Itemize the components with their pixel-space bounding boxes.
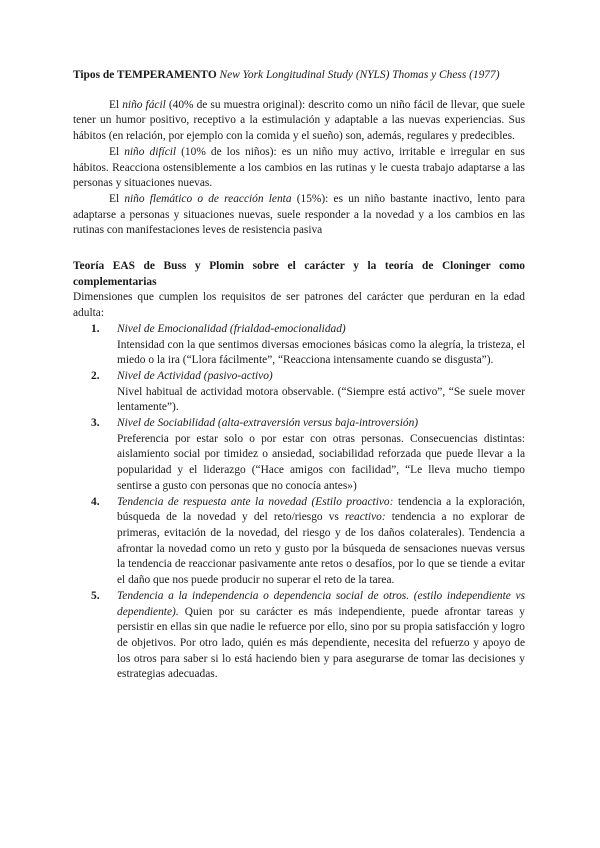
list-item (91, 589, 525, 683)
temperament-title: Tipos de TEMPERAMENTO (73, 69, 217, 81)
list-item-body: tendencia a la exploración, búsqueda de la novedad y del reto/riesgo vs (117, 495, 526, 524)
list-item-heading: Nivel de Actividad (pasivo-activo) (117, 369, 273, 382)
list-item-heading: Nivel de Emocionalidad (frialdad-emocionalidad) (117, 322, 346, 335)
paragraph-easy-child (73, 98, 525, 145)
paragraph-body: (15%): es un niño bastante inactivo, lento para adaptarse a personas y situaciones nuevas, suele responder a la novedad y a los cambios en las rutinas con manifestaciones leves de resistencia pasiva (73, 192, 525, 237)
term-easy-child: niño fácil (122, 98, 166, 111)
list-item-heading: Tendencia de respuesta ante la novedad (Estilo proactivo: (117, 495, 394, 508)
list-item (91, 416, 525, 495)
list-number: 3. (91, 417, 100, 430)
list-item-heading: Nivel de Sociabilidad (alta-extraversión versus baja-introversión) (117, 417, 419, 430)
paragraph-body: (10% de los niños): es un niño muy activo, irritable e irregular en sus hábitos. Reacciona ostensiblemente a los cambios en las rutinas y le cuesta trabajo adaptarse a las personas y situaciones nuevas. (73, 145, 525, 190)
term-difficult-child: niño difícil (124, 145, 177, 158)
list-item (91, 495, 526, 589)
list-item-term: reactivo: (344, 511, 386, 524)
list-number: 5. (91, 589, 100, 602)
list-item-body: Nivel habitual de actividad motora observable. (“Siempre está activo”, “Se suele mover lentamente”). (117, 385, 525, 414)
list-item-body: Preferencia por estar solo o por estar con otras personas. Consecuencias distintas: aislamiento social por timidez o ansiedad, sociabilidad reforzada que puede llevar a la popularidad y el liderazgo (“Hace amigos con facilidad”, “Le lleva mucho tiempo sentirse a gusto con personas que no conocía antes») (117, 432, 525, 492)
list-item-body: tendencia a no explorar de primeras, evitación de la novedad, del riesgo y de los daños colaterales). Tendencia a afrontar la novedad como un reto y gusto por la búsqueda de sensaciones nuevas versus la tendencia de reaccionar pasivamente ante retos o desafíos, por lo que se tiende a evitar el daño que nos puede producir no superar el reto de la tarea. (117, 511, 525, 587)
list-item-heading: Tendencia a la independencia o dependencia social de otros. (estilo independiente vs dependiente). (117, 589, 525, 618)
paragraph-prefix: El (109, 145, 125, 158)
paragraph-difficult-child (73, 145, 525, 192)
eas-theory-heading: Teoría EAS de Buss y Plomin sobre el carácter y la teoría de Cloninger como complementarias (73, 260, 525, 288)
list-item (91, 322, 525, 369)
paragraph-body: (40% de su muestra original): descrito como un niño fácil de llevar, que suele tener un humor positivo, receptivo a la estimulación y adaptable a las nuevas experiencias. Sus hábitos (en relación, por ejemplo con la comida y el sueño) son, además, regulares y predecibles. (73, 98, 525, 143)
list-item-body: Intensidad con la que sentimos diversas emociones básicas como la alegría, la tristeza, el miedo o la ira (“Llora fácilmente”, “Reacciona intensamente cuando se disgusta”). (117, 338, 525, 367)
dimensions-list (73, 322, 525, 683)
temperament-source: New York Longitudinal Study (NYLS) Thomas y Chess (1977) (219, 69, 500, 81)
list-number: 2. (91, 369, 100, 382)
list-number: 4. (91, 495, 100, 508)
paragraph-prefix: El (109, 192, 125, 205)
list-item (91, 369, 525, 416)
term-slow-child: niño flemático o de reacción lenta (124, 192, 292, 205)
eas-intro: Dimensiones que cumplen los requisitos de ser patrones del carácter que perduran en la edad adulta: (73, 291, 525, 320)
paragraph-slow-child (73, 192, 525, 239)
temperament-heading (73, 68, 525, 84)
list-number: 1. (91, 322, 100, 335)
list-item-body: Quien por su carácter es más independiente, puede afrontar tareas y persistir en ellas sin que nadie le refuerce por ello, sino por su propia satisfacción y logro de objetivos. Por otro lado, quién es más dependiente, necesita del refuerzo y apoyo de los otros para saber si lo está haciendo bien y para asegurarse de tomar las decisiones y estrategias adecuadas. (117, 605, 525, 681)
paragraph-prefix: El (109, 98, 123, 111)
